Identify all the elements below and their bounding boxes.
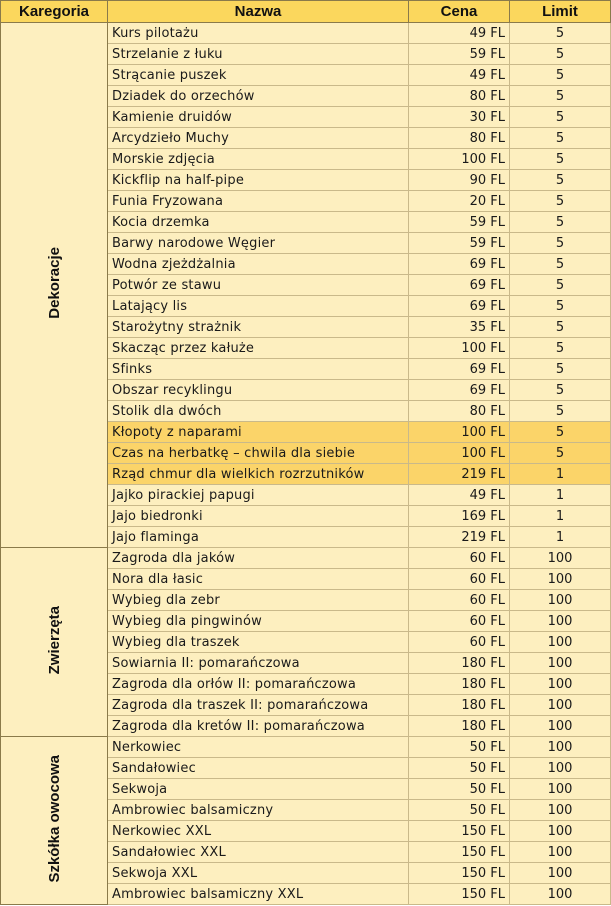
- category-cell: [1, 548, 108, 737]
- item-price-cell: 100 FL: [409, 149, 510, 170]
- item-price-cell: 100 FL: [409, 422, 510, 443]
- item-limit-cell: 100: [510, 590, 611, 611]
- item-name-cell: Ambrowiec balsamiczny XXL: [108, 884, 409, 905]
- item-price-cell: 180 FL: [409, 653, 510, 674]
- item-price-cell: 80 FL: [409, 401, 510, 422]
- category-label: Szkółka owocowa: [45, 754, 63, 883]
- item-price-cell: 219 FL: [409, 527, 510, 548]
- item-limit-cell: 5: [510, 128, 611, 149]
- item-price-cell: 60 FL: [409, 632, 510, 653]
- item-name-cell: Latający lis: [108, 296, 409, 317]
- item-limit-cell: 100: [510, 695, 611, 716]
- item-limit-cell: 1: [510, 527, 611, 548]
- item-name-cell: Kocia drzemka: [108, 212, 409, 233]
- item-price-cell: 49 FL: [409, 65, 510, 86]
- item-name-cell: Wybieg dla traszek: [108, 632, 409, 653]
- item-limit-cell: 5: [510, 338, 611, 359]
- item-limit-cell: 5: [510, 443, 611, 464]
- item-name-cell: Strącanie puszek: [108, 65, 409, 86]
- item-limit-cell: 5: [510, 317, 611, 338]
- item-limit-cell: 5: [510, 254, 611, 275]
- category-label: Zwierzęta: [45, 605, 63, 675]
- item-name-cell: Kurs pilotażu: [108, 23, 409, 44]
- table-row: [1, 548, 611, 569]
- item-limit-cell: 100: [510, 842, 611, 863]
- item-limit-cell: 5: [510, 359, 611, 380]
- item-price-cell: 150 FL: [409, 863, 510, 884]
- item-limit-cell: 5: [510, 23, 611, 44]
- item-name-cell: Wodna zjeżdżalnia: [108, 254, 409, 275]
- item-name-cell: Sekwoja: [108, 779, 409, 800]
- item-limit-cell: 1: [510, 464, 611, 485]
- item-name-cell: Funia Fryzowana: [108, 191, 409, 212]
- item-limit-cell: 100: [510, 884, 611, 905]
- item-price-cell: 49 FL: [409, 485, 510, 506]
- item-price-cell: 219 FL: [409, 464, 510, 485]
- item-name-cell: Sowiarnia II: pomarańczowa: [108, 653, 409, 674]
- item-name-cell: Dziadek do orzechów: [108, 86, 409, 107]
- category-label: Dekoracje: [45, 247, 63, 319]
- item-limit-cell: 5: [510, 422, 611, 443]
- item-name-cell: Zagroda dla jaków: [108, 548, 409, 569]
- item-name-cell: Potwór ze stawu: [108, 275, 409, 296]
- table-row: [1, 737, 611, 758]
- item-price-cell: 49 FL: [409, 23, 510, 44]
- item-limit-cell: 5: [510, 44, 611, 65]
- item-name-cell: Czas na herbatkę – chwila dla siebie: [108, 443, 409, 464]
- item-limit-cell: 100: [510, 800, 611, 821]
- item-name-cell: Kickflip na half-pipe: [108, 170, 409, 191]
- item-name-cell: Arcydzieło Muchy: [108, 128, 409, 149]
- item-name-cell: Morskie zdjęcia: [108, 149, 409, 170]
- item-price-cell: 60 FL: [409, 590, 510, 611]
- item-price-cell: 80 FL: [409, 128, 510, 149]
- item-price-cell: 59 FL: [409, 44, 510, 65]
- header-price: Cena: [409, 1, 510, 23]
- item-name-cell: Stolik dla dwóch: [108, 401, 409, 422]
- item-name-cell: Rząd chmur dla wielkich rozrzutników: [108, 464, 409, 485]
- item-name-cell: Jajko pirackiej papugi: [108, 485, 409, 506]
- item-name-cell: Jajo biedronki: [108, 506, 409, 527]
- item-price-cell: 180 FL: [409, 674, 510, 695]
- item-limit-cell: 5: [510, 191, 611, 212]
- item-limit-cell: 100: [510, 611, 611, 632]
- item-name-cell: Jajo flaminga: [108, 527, 409, 548]
- category-cell: [1, 23, 108, 548]
- item-limit-cell: 5: [510, 86, 611, 107]
- item-price-cell: 69 FL: [409, 296, 510, 317]
- item-limit-cell: 5: [510, 296, 611, 317]
- item-limit-cell: 100: [510, 737, 611, 758]
- item-price-cell: 60 FL: [409, 548, 510, 569]
- item-limit-cell: 5: [510, 170, 611, 191]
- item-name-cell: Wybieg dla zebr: [108, 590, 409, 611]
- item-limit-cell: 5: [510, 401, 611, 422]
- item-limit-cell: 1: [510, 506, 611, 527]
- item-name-cell: Barwy narodowe Węgier: [108, 233, 409, 254]
- item-limit-cell: 100: [510, 632, 611, 653]
- item-price-cell: 180 FL: [409, 695, 510, 716]
- item-price-cell: 60 FL: [409, 569, 510, 590]
- item-price-cell: 69 FL: [409, 380, 510, 401]
- item-name-cell: Starożytny strażnik: [108, 317, 409, 338]
- item-name-cell: Sandałowiec XXL: [108, 842, 409, 863]
- item-price-cell: 169 FL: [409, 506, 510, 527]
- item-price-cell: 69 FL: [409, 254, 510, 275]
- item-price-cell: 150 FL: [409, 821, 510, 842]
- item-name-cell: Sandałowiec: [108, 758, 409, 779]
- item-name-cell: Nerkowiec: [108, 737, 409, 758]
- item-price-cell: 35 FL: [409, 317, 510, 338]
- item-name-cell: Kamienie druidów: [108, 107, 409, 128]
- item-price-cell: 50 FL: [409, 800, 510, 821]
- item-price-cell: 150 FL: [409, 884, 510, 905]
- item-price-cell: 69 FL: [409, 359, 510, 380]
- category-cell: [1, 737, 108, 905]
- header-limit: Limit: [510, 1, 611, 23]
- item-name-cell: Skacząc przez kałuże: [108, 338, 409, 359]
- item-price-cell: 59 FL: [409, 233, 510, 254]
- table-body: [1, 23, 611, 905]
- item-limit-cell: 100: [510, 863, 611, 884]
- item-limit-cell: 100: [510, 674, 611, 695]
- item-price-cell: 180 FL: [409, 716, 510, 737]
- item-limit-cell: 5: [510, 212, 611, 233]
- item-limit-cell: 100: [510, 569, 611, 590]
- item-price-cell: 30 FL: [409, 107, 510, 128]
- item-name-cell: Wybieg dla pingwinów: [108, 611, 409, 632]
- item-limit-cell: 100: [510, 653, 611, 674]
- header-row: [1, 1, 611, 23]
- item-price-cell: 50 FL: [409, 737, 510, 758]
- item-limit-cell: 5: [510, 380, 611, 401]
- item-price-cell: 60 FL: [409, 611, 510, 632]
- item-name-cell: Sekwoja XXL: [108, 863, 409, 884]
- item-limit-cell: 100: [510, 548, 611, 569]
- item-name-cell: Sfinks: [108, 359, 409, 380]
- header-category: Karegoria: [1, 1, 108, 23]
- item-price-cell: 50 FL: [409, 779, 510, 800]
- item-price-cell: 69 FL: [409, 275, 510, 296]
- item-limit-cell: 5: [510, 107, 611, 128]
- item-name-cell: Nerkowiec XXL: [108, 821, 409, 842]
- item-limit-cell: 100: [510, 821, 611, 842]
- item-name-cell: Zagroda dla kretów II: pomarańczowa: [108, 716, 409, 737]
- item-limit-cell: 100: [510, 716, 611, 737]
- item-name-cell: Nora dla łasic: [108, 569, 409, 590]
- item-price-cell: 100 FL: [409, 338, 510, 359]
- item-name-cell: Zagroda dla traszek II: pomarańczowa: [108, 695, 409, 716]
- item-price-cell: 50 FL: [409, 758, 510, 779]
- item-price-cell: 150 FL: [409, 842, 510, 863]
- item-limit-cell: 100: [510, 758, 611, 779]
- item-price-cell: 100 FL: [409, 443, 510, 464]
- item-limit-cell: 5: [510, 275, 611, 296]
- item-name-cell: Kłopoty z naparami: [108, 422, 409, 443]
- item-name-cell: Ambrowiec balsamiczny: [108, 800, 409, 821]
- item-limit-cell: 5: [510, 233, 611, 254]
- item-name-cell: Strzelanie z łuku: [108, 44, 409, 65]
- item-price-cell: 20 FL: [409, 191, 510, 212]
- item-limit-cell: 5: [510, 149, 611, 170]
- item-limit-cell: 1: [510, 485, 611, 506]
- item-limit-cell: 100: [510, 779, 611, 800]
- item-name-cell: Obszar recyklingu: [108, 380, 409, 401]
- table-row: [1, 23, 611, 44]
- header-name: Nazwa: [108, 1, 409, 23]
- item-price-cell: 59 FL: [409, 212, 510, 233]
- item-name-cell: Zagroda dla orłów II: pomarańczowa: [108, 674, 409, 695]
- item-price-cell: 90 FL: [409, 170, 510, 191]
- item-limit-cell: 5: [510, 65, 611, 86]
- item-price-cell: 80 FL: [409, 86, 510, 107]
